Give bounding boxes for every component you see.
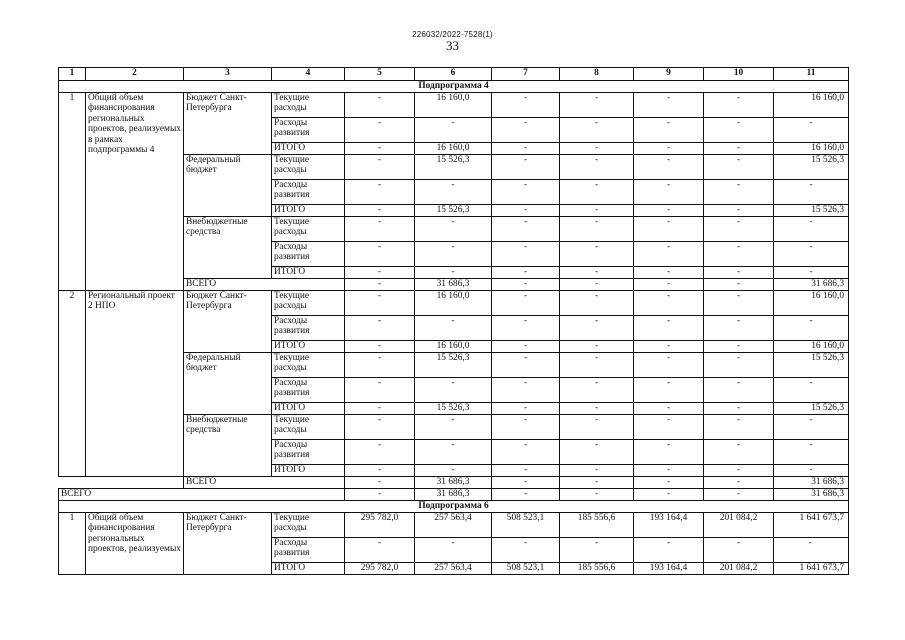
- cell: -: [773, 117, 849, 143]
- cell: -: [703, 414, 774, 440]
- cell: -: [491, 290, 560, 316]
- expense-type: Текущие расходы: [271, 512, 345, 538]
- cell: -: [703, 315, 774, 341]
- col-num: 6: [414, 67, 492, 81]
- expense-type: Расходы развития: [271, 439, 345, 465]
- itogo-label: ИТОГО: [271, 402, 345, 415]
- expense-type: Текущие расходы: [271, 290, 345, 316]
- cell: -: [633, 340, 704, 353]
- expense-type: Текущие расходы: [271, 352, 345, 378]
- cell: -: [344, 464, 415, 477]
- cell: 193 164,4: [633, 562, 704, 575]
- cell: -: [344, 266, 415, 279]
- itogo-label: ИТОГО: [271, 142, 345, 155]
- cell: -: [414, 464, 492, 477]
- cell: -: [414, 377, 492, 403]
- cell: -: [344, 340, 415, 353]
- cell: -: [773, 216, 849, 242]
- row-number: 1: [58, 92, 86, 291]
- cell: -: [344, 142, 415, 155]
- cell: -: [491, 241, 560, 267]
- cell: -: [633, 488, 704, 501]
- cell: -: [559, 266, 634, 279]
- section-title: Подпрограмма 6: [58, 500, 849, 513]
- total-label: ВСЕГО: [183, 278, 345, 291]
- cell: 31 686,3: [414, 488, 492, 501]
- cell: 15 526,3: [414, 204, 492, 217]
- cell: 16 160,0: [414, 92, 492, 118]
- itogo-label: ИТОГО: [271, 266, 345, 279]
- cell: -: [559, 340, 634, 353]
- cell: -: [491, 488, 560, 501]
- cell: -: [633, 142, 704, 155]
- cell: -: [773, 241, 849, 267]
- expense-type: Текущие расходы: [271, 216, 345, 242]
- cell: -: [344, 537, 415, 563]
- cell: -: [491, 266, 560, 279]
- cell: 15 526,3: [773, 352, 849, 378]
- cell: -: [491, 204, 560, 217]
- cell: -: [559, 92, 634, 118]
- source-name: Внебюджетные средства: [183, 216, 272, 279]
- col-num: 8: [559, 67, 634, 81]
- itogo-label: ИТОГО: [271, 340, 345, 353]
- cell: -: [559, 439, 634, 465]
- cell: -: [559, 241, 634, 267]
- cell: -: [344, 204, 415, 217]
- total-label: ВСЕГО: [183, 476, 345, 489]
- cell: -: [559, 537, 634, 563]
- cell: 15 526,3: [773, 204, 849, 217]
- cell: -: [633, 537, 704, 563]
- cell: -: [491, 340, 560, 353]
- col-num: 10: [703, 67, 774, 81]
- itogo-label: ИТОГО: [271, 464, 345, 477]
- col-num: 11: [773, 67, 849, 81]
- cell: -: [633, 377, 704, 403]
- expense-type: Расходы развития: [271, 179, 345, 205]
- cell: -: [414, 117, 492, 143]
- cell: 16 160,0: [414, 142, 492, 155]
- cell: -: [559, 488, 634, 501]
- cell: -: [703, 377, 774, 403]
- cell: -: [559, 464, 634, 477]
- itogo-label: ИТОГО: [271, 204, 345, 217]
- row-number: 1: [58, 512, 86, 575]
- cell: -: [633, 241, 704, 267]
- page-number: 33: [446, 38, 459, 53]
- col-num: 4: [271, 67, 345, 81]
- cell: -: [559, 476, 634, 489]
- expense-type: Расходы развития: [271, 117, 345, 143]
- cell: -: [559, 179, 634, 205]
- expense-type: Расходы развития: [271, 241, 345, 267]
- cell: -: [633, 154, 704, 180]
- cell: -: [703, 204, 774, 217]
- cell: -: [344, 439, 415, 465]
- item-name: Региональный проект 2 НПО: [85, 290, 184, 477]
- cell: 31 686,3: [773, 488, 849, 501]
- cell: -: [414, 537, 492, 563]
- cell: -: [491, 315, 560, 341]
- cell: -: [773, 266, 849, 279]
- cell: -: [559, 290, 634, 316]
- cell: -: [773, 439, 849, 465]
- section-title: Подпрограмма 4: [58, 80, 849, 93]
- cell: -: [633, 476, 704, 489]
- cell: -: [703, 340, 774, 353]
- cell: 31 686,3: [414, 278, 492, 291]
- cell: -: [491, 537, 560, 563]
- cell: 16 160,0: [773, 290, 849, 316]
- cell: -: [773, 377, 849, 403]
- cell: -: [491, 402, 560, 415]
- cell: -: [633, 352, 704, 378]
- expense-type: Расходы развития: [271, 315, 345, 341]
- cell: -: [344, 241, 415, 267]
- cell: -: [491, 352, 560, 378]
- cell: -: [633, 464, 704, 477]
- cell: 15 526,3: [773, 402, 849, 415]
- cell: 15 526,3: [414, 402, 492, 415]
- col-num: 1: [58, 67, 86, 81]
- cell: -: [703, 290, 774, 316]
- cell: 31 686,3: [773, 476, 849, 489]
- cell: -: [491, 179, 560, 205]
- cell: 1 641 673,7: [773, 562, 849, 575]
- cell: -: [633, 117, 704, 143]
- cell: -: [344, 315, 415, 341]
- cell: -: [559, 154, 634, 180]
- cell: -: [344, 117, 415, 143]
- cell: -: [559, 402, 634, 415]
- cell: 1 641 673,7: [773, 512, 849, 538]
- item-name: Общий объем финансирования региональных проектов, реализуемых в рамках подпрограммы 4: [85, 92, 184, 291]
- cell: -: [703, 216, 774, 242]
- cell: 15 526,3: [773, 154, 849, 180]
- cell: -: [703, 92, 774, 118]
- cell: -: [344, 476, 415, 489]
- cell: 295 782,0: [344, 562, 415, 575]
- cell: -: [559, 117, 634, 143]
- cell: -: [703, 537, 774, 563]
- cell: -: [559, 204, 634, 217]
- cell: -: [773, 414, 849, 440]
- cell: 508 523,1: [491, 562, 560, 575]
- col-num: 5: [344, 67, 415, 81]
- cell: -: [491, 439, 560, 465]
- cell: -: [633, 204, 704, 217]
- cell: -: [703, 179, 774, 205]
- cell: -: [633, 290, 704, 316]
- cell: 257 563,4: [414, 562, 492, 575]
- cell: -: [491, 117, 560, 143]
- cell: -: [344, 414, 415, 440]
- cell: -: [414, 216, 492, 242]
- cell: -: [414, 439, 492, 465]
- col-num: 7: [491, 67, 560, 81]
- cell: -: [633, 216, 704, 242]
- cell: -: [703, 476, 774, 489]
- cell: -: [491, 92, 560, 118]
- cell: 185 556,6: [559, 562, 634, 575]
- cell: -: [491, 464, 560, 477]
- cell: -: [559, 414, 634, 440]
- expense-type: Текущие расходы: [271, 414, 345, 440]
- cell: -: [344, 92, 415, 118]
- cell: -: [559, 352, 634, 378]
- cell: -: [491, 476, 560, 489]
- cell: -: [414, 266, 492, 279]
- cell: 16 160,0: [773, 92, 849, 118]
- cell: 295 782,0: [344, 512, 415, 538]
- cell: -: [703, 402, 774, 415]
- cell: 16 160,0: [773, 142, 849, 155]
- col-num: 3: [183, 67, 272, 81]
- cell: -: [773, 179, 849, 205]
- row-number: 2: [58, 290, 86, 477]
- cell: -: [344, 402, 415, 415]
- cell: -: [703, 241, 774, 267]
- cell: -: [703, 464, 774, 477]
- cell: -: [633, 179, 704, 205]
- cell: -: [633, 439, 704, 465]
- cell: -: [633, 266, 704, 279]
- cell: -: [559, 377, 634, 403]
- cell: -: [703, 154, 774, 180]
- cell: -: [414, 179, 492, 205]
- cell: -: [703, 352, 774, 378]
- cell: -: [344, 278, 415, 291]
- cell: -: [703, 142, 774, 155]
- cell: -: [773, 537, 849, 563]
- source-name: Бюджет Санкт-Петербурга: [183, 290, 272, 353]
- cell: -: [344, 154, 415, 180]
- cell: -: [703, 117, 774, 143]
- cell: -: [491, 154, 560, 180]
- cell: -: [559, 315, 634, 341]
- cell: -: [491, 377, 560, 403]
- cell: -: [491, 278, 560, 291]
- document-id: 226032/2022-7528(1): [412, 30, 493, 39]
- expense-type: Расходы развития: [271, 377, 345, 403]
- expense-type: Текущие расходы: [271, 92, 345, 118]
- cell: -: [491, 216, 560, 242]
- cell: 15 526,3: [414, 154, 492, 180]
- item-name: Общий объем финансирования региональных проектов, реализуемых: [85, 512, 184, 575]
- cell: -: [633, 92, 704, 118]
- cell: -: [344, 377, 415, 403]
- grand-total-label: ВСЕГО: [58, 488, 345, 501]
- cell: -: [344, 352, 415, 378]
- cell: -: [633, 278, 704, 291]
- cell: 16 160,0: [414, 340, 492, 353]
- cell: -: [633, 402, 704, 415]
- cell: -: [344, 179, 415, 205]
- cell: -: [414, 241, 492, 267]
- cell: -: [633, 414, 704, 440]
- cell: 185 556,6: [559, 512, 634, 538]
- expense-type: Текущие расходы: [271, 154, 345, 180]
- cell: -: [633, 315, 704, 341]
- source-name: Бюджет Санкт-Петербурга: [183, 92, 272, 155]
- col-num: 9: [633, 67, 704, 81]
- expense-type: Расходы развития: [271, 537, 345, 563]
- source-name: Внебюджетные средства: [183, 414, 272, 477]
- cell: -: [703, 266, 774, 279]
- cell: 257 563,4: [414, 512, 492, 538]
- cell: -: [559, 216, 634, 242]
- source-name: Бюджет Санкт-Петербурга: [183, 512, 272, 575]
- cell: -: [559, 278, 634, 291]
- cell: -: [773, 464, 849, 477]
- cell: 16 160,0: [773, 340, 849, 353]
- cell: 31 686,3: [414, 476, 492, 489]
- cell: -: [414, 414, 492, 440]
- cell: -: [491, 414, 560, 440]
- cell: -: [773, 315, 849, 341]
- cell: -: [491, 142, 560, 155]
- itogo-label: ИТОГО: [271, 562, 345, 575]
- cell: -: [703, 278, 774, 291]
- cell: 15 526,3: [414, 352, 492, 378]
- cell: 508 523,1: [491, 512, 560, 538]
- cell: 201 084,2: [703, 512, 774, 538]
- cell: -: [703, 488, 774, 501]
- cell: 193 164,4: [633, 512, 704, 538]
- source-name: Федеральный бюджет: [183, 154, 272, 217]
- cell: -: [344, 216, 415, 242]
- col-num: 2: [85, 67, 184, 81]
- cell: -: [703, 439, 774, 465]
- cell: -: [344, 488, 415, 501]
- cell: 16 160,0: [414, 290, 492, 316]
- cell: -: [559, 142, 634, 155]
- cell: 31 686,3: [773, 278, 849, 291]
- cell: -: [414, 315, 492, 341]
- cell: 201 084,2: [703, 562, 774, 575]
- cell: -: [344, 290, 415, 316]
- source-name: Федеральный бюджет: [183, 352, 272, 415]
